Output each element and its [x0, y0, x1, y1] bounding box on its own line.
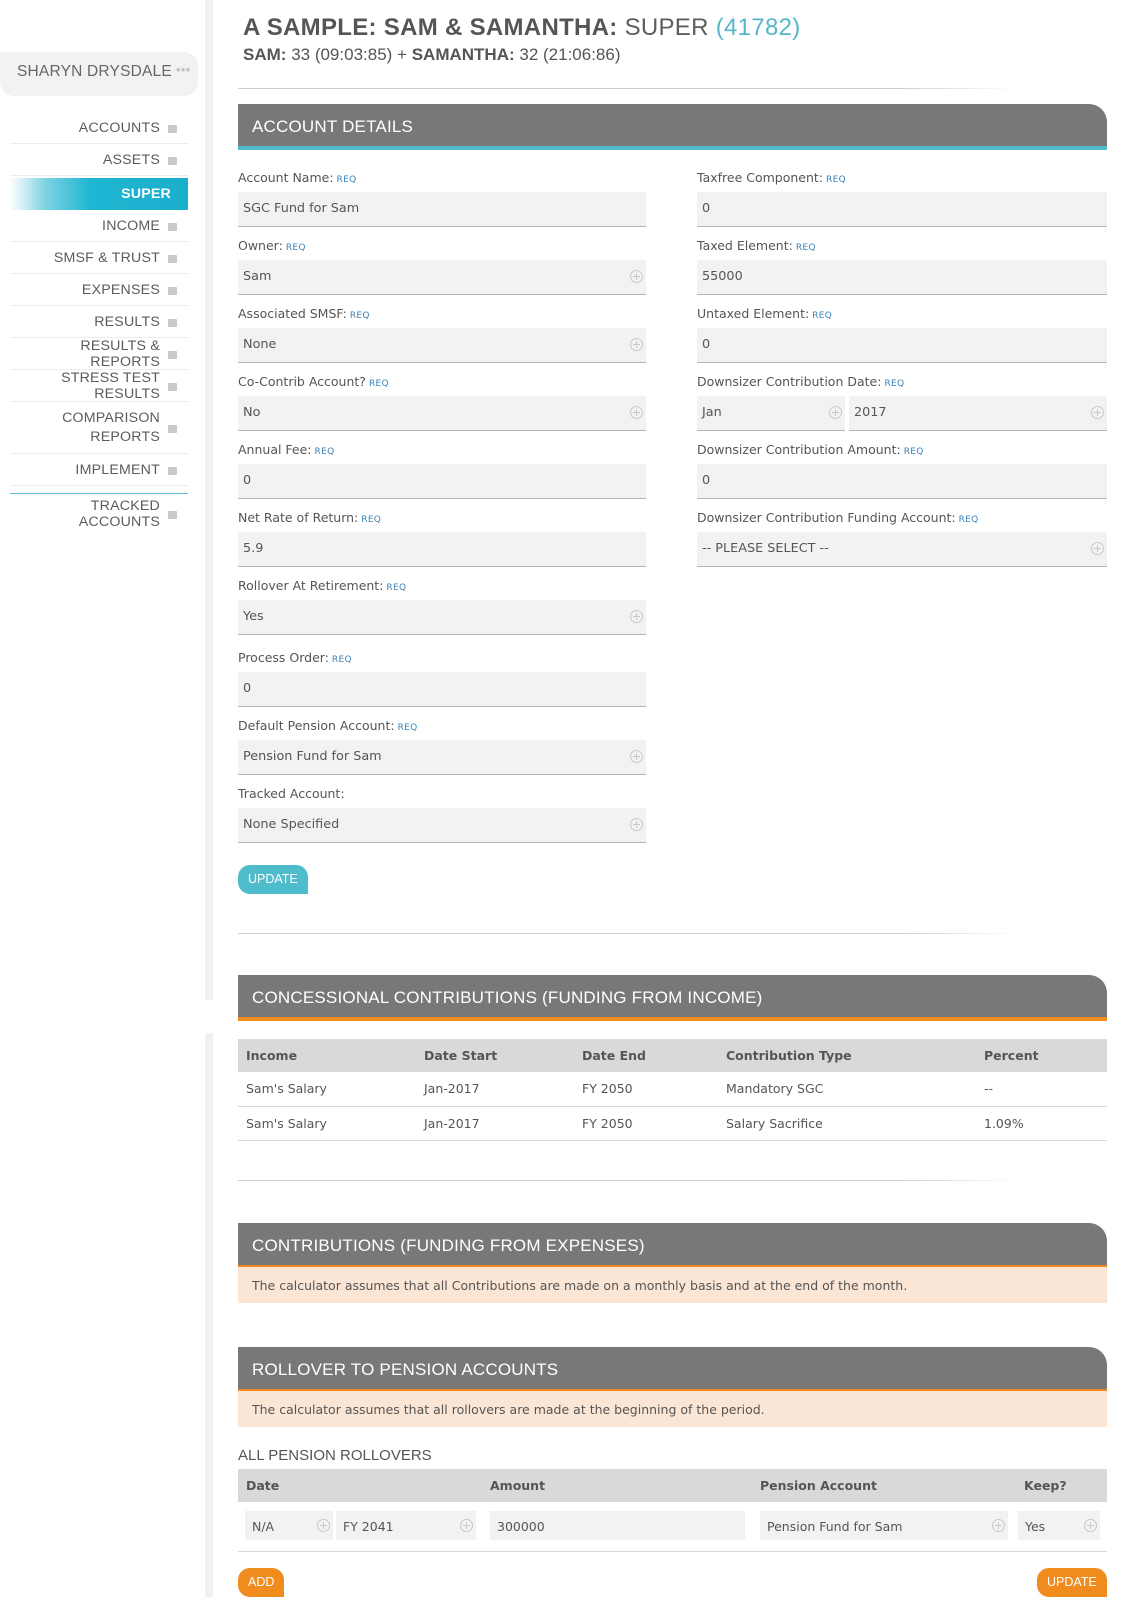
- sidebar-divider: [10, 493, 188, 494]
- sidebar-item-results[interactable]: RESULTS: [10, 306, 188, 338]
- column-header: Contribution Type: [718, 1039, 976, 1072]
- co-contrib-select[interactable]: No: [238, 396, 646, 431]
- tracked-account-field: Tracked Account: None Specified: [238, 786, 646, 843]
- downsizer-date-field: Downsizer Contribution Date: REQ Jan 2017: [697, 374, 1107, 435]
- column-header: Income: [238, 1039, 416, 1072]
- select-plus-icon: [630, 610, 643, 623]
- sidebar-item-smsf-trust[interactable]: SMSF & TRUST: [10, 242, 188, 274]
- client-summary: SAM: 33 (09:03:85) + SAMANTHA: 32 (21:06:86): [243, 45, 621, 64]
- rollover-at-retirement-field: Rollover At Retirement: REQ Yes: [238, 578, 646, 635]
- default-pension-account-field: Default Pension Account: REQ Pension Fund for Sam: [238, 718, 646, 775]
- rollover-keep-select[interactable]: Yes: [1018, 1511, 1100, 1540]
- taxfree-component-input[interactable]: 0: [697, 192, 1107, 227]
- select-plus-icon: [630, 750, 643, 763]
- concessional-contributions-table: [238, 1039, 1107, 1141]
- rollover-date-year-select[interactable]: FY 2041: [336, 1511, 476, 1540]
- downsizer-funding-account-field: Downsizer Contribution Funding Account: REQ -- PLEASE SELECT --: [697, 510, 1107, 567]
- sidebar-edge: [205, 0, 213, 1000]
- column-header: Date Start: [416, 1039, 574, 1072]
- rollover-pension-account-select[interactable]: Pension Fund for Sam: [760, 1511, 1008, 1540]
- default-pension-account-select[interactable]: Pension Fund for Sam: [238, 740, 646, 775]
- square-icon: [168, 223, 177, 231]
- associated-smsf-field: Associated SMSF: REQ None: [238, 306, 646, 363]
- sidebar: [0, 0, 212, 1597]
- sidebar-item-accounts[interactable]: ACCOUNTS: [10, 112, 188, 144]
- sidebar-item-expenses[interactable]: EXPENSES: [10, 274, 188, 306]
- sidebar-item-comparison-reports[interactable]: COMPARISON REPORTS: [10, 402, 188, 454]
- annual-fee-input[interactable]: 0: [238, 464, 646, 499]
- rollover-note: The calculator assumes that all rollovers are made at the beginning of the period.: [238, 1391, 1107, 1427]
- tracked-account-select[interactable]: None Specified: [238, 808, 646, 843]
- rollover-header: ROLLOVER TO PENSION ACCOUNTS: [238, 1347, 1107, 1393]
- process-order-input[interactable]: 0: [238, 672, 646, 707]
- process-order-field: Process Order: REQ 0: [238, 650, 646, 707]
- sidebar-item-implement[interactable]: IMPLEMENT: [10, 454, 188, 486]
- select-plus-icon: [630, 270, 643, 283]
- square-icon: [168, 287, 177, 295]
- account-details-header: ACCOUNT DETAILS: [238, 104, 1107, 150]
- rollover-at-retirement-select[interactable]: Yes: [238, 600, 646, 635]
- downsizer-amount-field: Downsizer Contribution Amount: REQ 0: [697, 442, 1107, 499]
- column-header: Date: [238, 1469, 482, 1502]
- rollover-update-button[interactable]: UPDATE: [1037, 1568, 1107, 1597]
- divider: [238, 88, 1018, 89]
- select-plus-icon: [317, 1519, 330, 1532]
- select-plus-icon: [460, 1519, 473, 1532]
- sidebar-item-results-reports[interactable]: RESULTS & REPORTS: [10, 338, 188, 370]
- column-header: Percent: [976, 1039, 1107, 1072]
- select-plus-icon: [1091, 542, 1104, 555]
- sidebar-item-super[interactable]: SUPER: [10, 178, 188, 210]
- select-plus-icon: [630, 406, 643, 419]
- concessional-contributions-header: CONCESSIONAL CONTRIBUTIONS (FUNDING FROM INCOME): [238, 975, 1107, 1021]
- user-name: SHARYN DRYSDALE: [17, 63, 172, 80]
- all-pension-rollovers-heading: ALL PENSION ROLLOVERS: [238, 1447, 432, 1464]
- select-plus-icon: [1084, 1519, 1097, 1532]
- select-plus-icon: [992, 1519, 1005, 1532]
- square-icon: [168, 511, 177, 519]
- sidebar-item-income[interactable]: INCOME: [10, 210, 188, 242]
- user-name-box[interactable]: [0, 52, 198, 96]
- net-rate-of-return-field: Net Rate of Return: REQ 5.9: [238, 510, 646, 567]
- downsizer-amount-input[interactable]: 0: [697, 464, 1107, 499]
- rollover-amount-input[interactable]: 300000: [490, 1511, 745, 1540]
- table-row[interactable]: Sam's Salary Jan-2017 FY 2050 Salary Sacrifice 1.09%: [238, 1106, 1107, 1140]
- page-title: A SAMPLE: SAM & SAMANTHA: SUPER (41782): [243, 14, 801, 41]
- owner-select[interactable]: Sam: [238, 260, 646, 295]
- annual-fee-field: Annual Fee: REQ 0: [238, 442, 646, 499]
- net-rate-of-return-input[interactable]: 5.9: [238, 532, 646, 567]
- sidebar-item-tracked-accounts[interactable]: TRACKED ACCOUNTS: [10, 498, 188, 530]
- select-plus-icon: [630, 338, 643, 351]
- taxed-element-input[interactable]: 55000: [697, 260, 1107, 295]
- taxed-element-field: Taxed Element: REQ 55000: [697, 238, 1107, 295]
- select-plus-icon: [630, 818, 643, 831]
- column-header: Pension Account: [752, 1469, 1016, 1502]
- square-icon: [168, 319, 177, 327]
- downsizer-funding-account-select[interactable]: -- PLEASE SELECT --: [697, 532, 1107, 567]
- untaxed-element-input[interactable]: 0: [697, 328, 1107, 363]
- column-header: Date End: [574, 1039, 718, 1072]
- downsizer-month-select[interactable]: Jan: [697, 396, 845, 431]
- sidebar-item-assets[interactable]: ASSETS: [10, 144, 188, 176]
- square-icon: [168, 157, 177, 165]
- square-icon: [168, 383, 177, 391]
- square-icon: [168, 467, 177, 475]
- column-header: Keep?: [1016, 1469, 1107, 1502]
- square-icon: [168, 125, 177, 133]
- sidebar-edge: [205, 1033, 213, 1597]
- sidebar-item-stress-test-results[interactable]: STRESS TEST RESULTS: [10, 370, 188, 402]
- rollover-date-month-select[interactable]: N/A: [245, 1511, 333, 1540]
- select-plus-icon: [829, 406, 842, 419]
- square-icon: [168, 425, 177, 433]
- owner-field: Owner: REQ Sam: [238, 238, 646, 295]
- co-contrib-field: Co-Contrib Account? REQ No: [238, 374, 646, 431]
- column-header: Amount: [482, 1469, 752, 1502]
- contributions-note: The calculator assumes that all Contributions are made on a monthly basis and at the end of the month.: [238, 1267, 1107, 1303]
- taxfree-component-field: Taxfree Component: REQ 0: [697, 170, 1107, 227]
- untaxed-element-field: Untaxed Element: REQ 0: [697, 306, 1107, 363]
- account-update-button[interactable]: UPDATE: [238, 865, 308, 894]
- user-stars: ***: [175, 65, 191, 79]
- contributions-header: CONTRIBUTIONS (FUNDING FROM EXPENSES): [238, 1223, 1107, 1269]
- divider: [238, 1180, 1018, 1181]
- rollover-add-button[interactable]: ADD: [238, 1568, 284, 1597]
- account-name-field: Account Name: REQ SGC Fund for Sam: [238, 170, 646, 227]
- account-name-input[interactable]: SGC Fund for Sam: [238, 192, 646, 227]
- associated-smsf-select[interactable]: None: [238, 328, 646, 363]
- select-plus-icon: [1091, 406, 1104, 419]
- downsizer-year-select[interactable]: 2017: [849, 396, 1107, 431]
- divider: [238, 933, 1018, 934]
- table-row[interactable]: Sam's Salary Jan-2017 FY 2050 Mandatory SGC --: [238, 1072, 1107, 1106]
- square-icon: [168, 255, 177, 263]
- square-icon: [168, 351, 177, 359]
